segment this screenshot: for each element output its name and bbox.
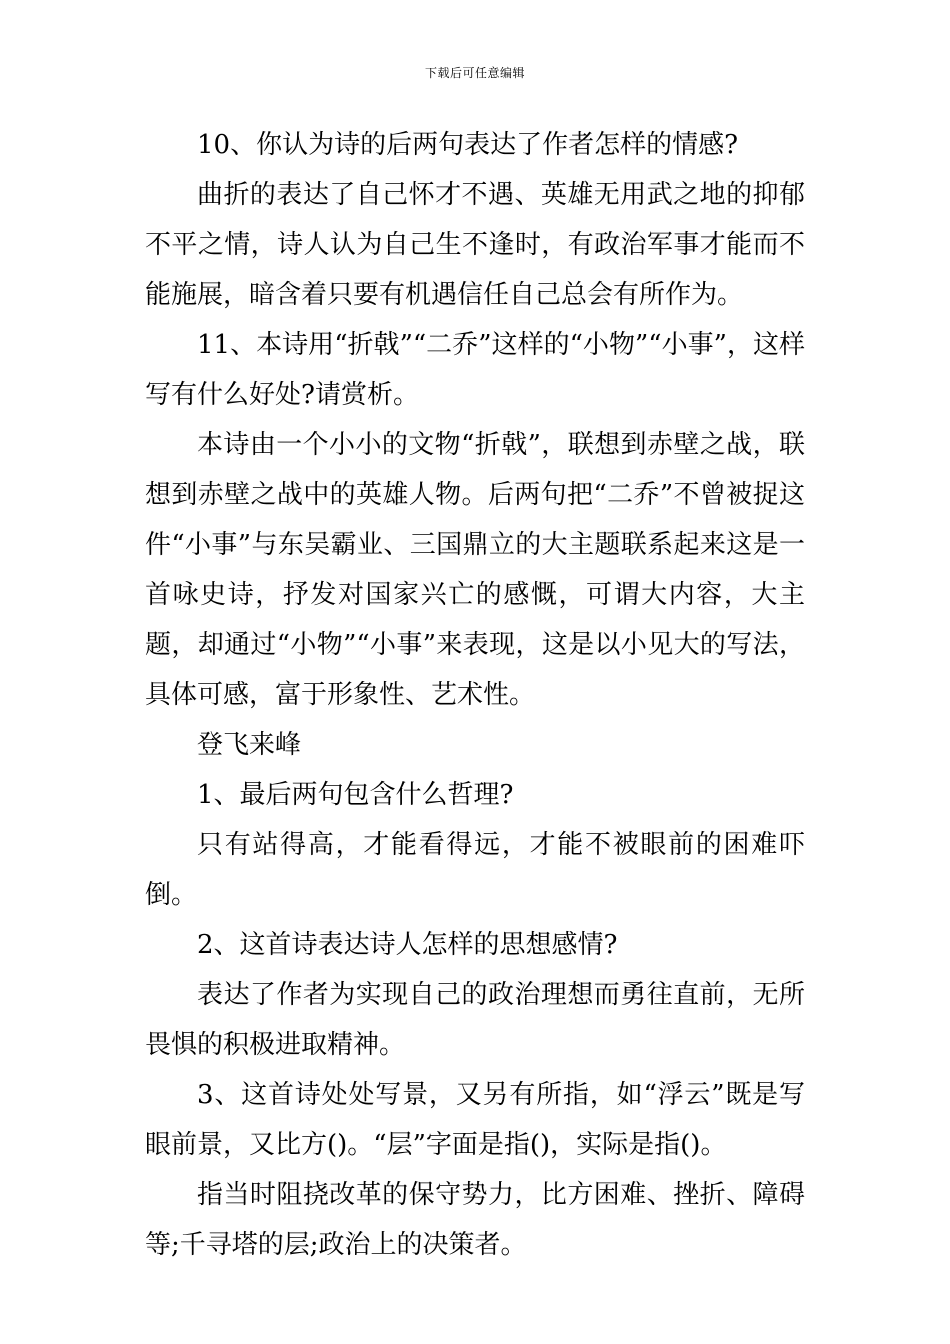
answer-3: 指当时阻挠改革的保守势力，比方困难、挫折、障碍等;千寻塔的层;政治上的决策者。 <box>145 1180 805 1260</box>
question-3: 3、这首诗处处写景，又另有所指，如“浮云”既是写眼前景，又比方()。“层”字面是指()，实际是指()。 <box>145 1080 805 1160</box>
answer-11: 本诗由一个小小的文物“折戟”，联想到赤壁之战，联想到赤壁之战中的英雄人物。后两句把“二乔”不曾被捉这件“小事”与东吴霸业、三国鼎立的大主题联系起来这是一首咏史诗，抒发对国家兴亡的感慨，可谓大内容，大主题，却通过“小物”“小事”来表现，这是以小见大的写法，具体可感，富于形象性、艺术性。 <box>145 430 805 710</box>
question-10: 10、你认为诗的后两句表达了作者怎样的情感? <box>197 130 739 160</box>
answer-10: 曲折的表达了自己怀才不遇、英雄无用武之地的抑郁不平之情，诗人认为自己生不逢时，有政治军事才能而不能施展，暗含着只要有机遇信任自己总会有所作为。 <box>145 180 805 310</box>
answer-2: 表达了作者为实现自己的政治理想而勇往直前，无所畏惧的积极进取精神。 <box>145 980 805 1060</box>
poem-title: 登飞来峰 <box>197 730 302 760</box>
document-body <box>145 120 805 1270</box>
question-1: 1、最后两句包含什么哲理? <box>197 780 514 810</box>
answer-1: 只有站得高，才能看得远，才能不被眼前的困难吓倒。 <box>145 830 805 910</box>
question-2: 2、这首诗表达诗人怎样的思想感情? <box>197 930 618 960</box>
question-11: 11、本诗用“折戟”“二乔”这样的“小物”“小事”，这样写有什么好处?请赏析。 <box>145 330 805 410</box>
page-header: 下载后可任意编辑 <box>424 66 525 80</box>
